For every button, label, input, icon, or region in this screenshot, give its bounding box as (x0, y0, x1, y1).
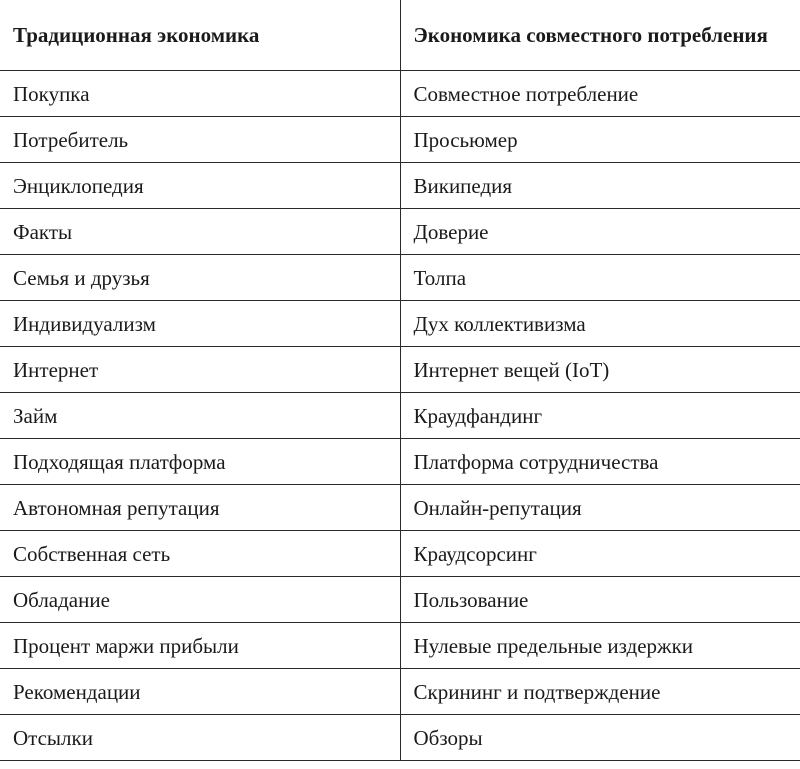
cell-sharing: Толпа (400, 255, 800, 301)
cell-sharing: Совместное потребление (400, 71, 800, 117)
table-row (0, 669, 800, 715)
table-row (0, 209, 800, 255)
table-row (0, 531, 800, 577)
cell-traditional: Подходящая платформа (0, 439, 400, 485)
cell-sharing: Платформа сотрудничества (400, 439, 800, 485)
cell-sharing: Нулевые предельные издержки (400, 623, 800, 669)
cell-sharing: Скрининг и подтверждение (400, 669, 800, 715)
table-row (0, 577, 800, 623)
cell-traditional: Рекомендации (0, 669, 400, 715)
cell-traditional: Собственная сеть (0, 531, 400, 577)
cell-sharing: Онлайн-репутация (400, 485, 800, 531)
cell-sharing: Обзоры (400, 715, 800, 761)
cell-sharing: Краудсорсинг (400, 531, 800, 577)
cell-traditional: Отсылки (0, 715, 400, 761)
table-row (0, 255, 800, 301)
table-row (0, 163, 800, 209)
cell-traditional: Займ (0, 393, 400, 439)
cell-sharing: Пользование (400, 577, 800, 623)
cell-sharing: Доверие (400, 209, 800, 255)
header-sharing-economy: Экономика совместного потребления (400, 0, 800, 71)
cell-sharing: Википедия (400, 163, 800, 209)
table-row (0, 117, 800, 163)
cell-traditional: Факты (0, 209, 400, 255)
cell-traditional: Процент маржи прибыли (0, 623, 400, 669)
cell-traditional: Энциклопедия (0, 163, 400, 209)
cell-traditional: Интернет (0, 347, 400, 393)
cell-traditional: Семья и друзья (0, 255, 400, 301)
table-row (0, 71, 800, 117)
cell-traditional: Потребитель (0, 117, 400, 163)
cell-sharing: Просьюмер (400, 117, 800, 163)
table-row (0, 715, 800, 761)
table-row (0, 393, 800, 439)
table-row (0, 485, 800, 531)
header-row (0, 0, 800, 71)
header-traditional-economy: Традиционная экономика (0, 0, 400, 71)
cell-traditional: Автономная репутация (0, 485, 400, 531)
cell-traditional: Обладание (0, 577, 400, 623)
cell-sharing: Интернет вещей (IoT) (400, 347, 800, 393)
cell-traditional: Покупка (0, 71, 400, 117)
table-row (0, 439, 800, 485)
cell-traditional: Индивидуализм (0, 301, 400, 347)
table-row (0, 347, 800, 393)
cell-sharing: Краудфандинг (400, 393, 800, 439)
cell-sharing: Дух коллективизма (400, 301, 800, 347)
table-row (0, 623, 800, 669)
table-row (0, 301, 800, 347)
